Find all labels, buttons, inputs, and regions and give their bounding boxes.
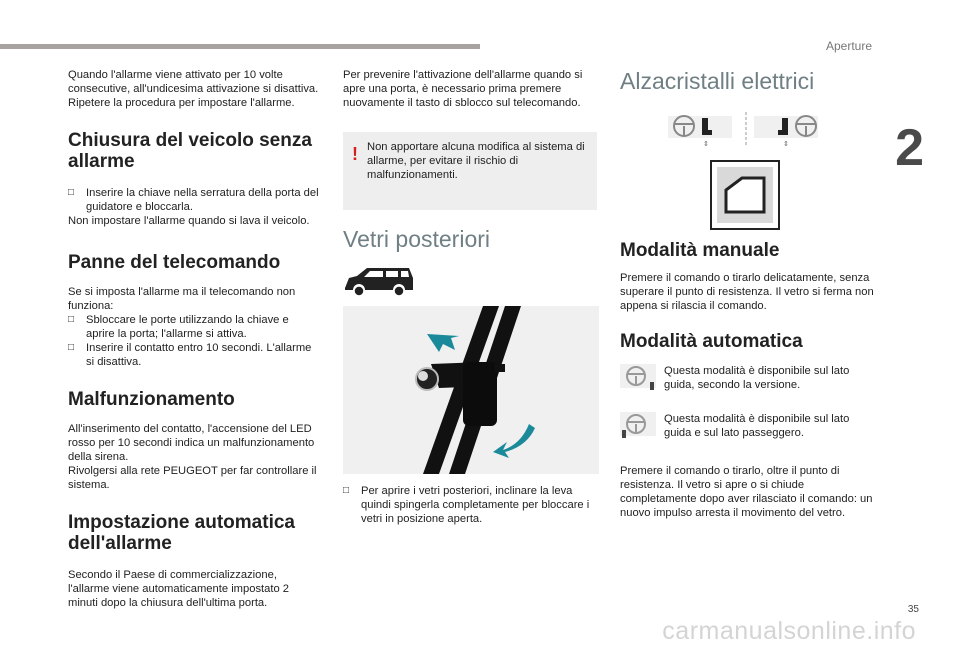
rear-window-lever-illustration xyxy=(343,306,599,474)
paragraph: Secondo il Paese di commercializzazione, l'allarme viene automaticamente impostato 2 minuti dopo la chiusura dell'ultima porta. xyxy=(68,569,290,609)
heading-remote-failure: Panne del telecomando xyxy=(68,252,281,273)
column-middle xyxy=(343,68,599,526)
heading-auto-mode: Modalità automatica xyxy=(620,331,803,352)
heading-rear-windows: Vetri posteriori xyxy=(343,226,491,252)
list-item: □ Inserire la chiave nella serratura della porta del guidatore e bloccarla. xyxy=(68,187,319,213)
steering-wheel-diagram xyxy=(620,112,876,152)
svg-text:⇕: ⇕ xyxy=(703,141,709,148)
chapter-number: 2 xyxy=(895,119,924,177)
column-right xyxy=(620,68,876,520)
van-silhouette-icon xyxy=(343,264,423,298)
intro-text: Per prevenire l'attivazione dell'allarme quando si apre una porta, è necessario prima premere nuovamente il tasto di sblocco sul telecomando. xyxy=(343,69,583,109)
list-item: □ Per aprire i vetri posteriori, inclinare la leva quindi spingerla completamente per bloccare i vetri in posizione aperta. xyxy=(343,485,590,525)
paragraph: All'inserimento del contatto, l'accensione del LED rosso per 10 secondi indica un malfunzionamento della sirena. xyxy=(68,423,315,463)
paragraph: Premere il comando o tirarlo, oltre il punto di resistenza. Il vetro si apre o si chiude completamente dopo aver rilasciato il comando: un nuovo impulso arresta il movimento del vetro. xyxy=(620,465,873,519)
checkbox-bullet-icon: □ xyxy=(68,342,75,353)
warning-text: Non apportare alcuna modifica al sistema di allarme, per evitare il rischio di malfunzionamenti. xyxy=(367,141,585,181)
checkbox-bullet-icon: □ xyxy=(343,485,350,496)
exclamation-icon: ! xyxy=(352,144,358,164)
heading-power-windows: Alzacristalli elettrici xyxy=(620,68,815,94)
note-driver xyxy=(620,364,876,392)
intro-text: Quando l'allarme viene attivato per 10 volte consecutive, all'undicesima attivazione si disattiva. Ripetere la procedura per impostare l'allarme. xyxy=(68,69,319,109)
svg-text:⇕: ⇕ xyxy=(783,141,789,148)
paragraph: Non impostare l'allarme quando si lava il veicolo. xyxy=(68,215,310,227)
header-bar xyxy=(0,44,480,49)
note-text: Questa modalità è disponibile sul lato guida, secondo la versione. xyxy=(664,365,850,391)
paragraph: Se si imposta l'allarme ma il telecomando non funziona: xyxy=(68,286,296,312)
paragraph: Premere il comando o tirarlo delicatamente, senza superare il punto di resistenza. Il vetro si ferma non appena si rilascia il comando. xyxy=(620,272,874,312)
column-left xyxy=(68,68,320,610)
note-text: Questa modalità è disponibile sul lato guida e sul lato passeggero. xyxy=(664,413,850,439)
checkbox-bullet-icon: □ xyxy=(68,187,75,198)
heading-no-alarm: Chiusura del veicolo senza allarme xyxy=(68,130,312,172)
checkbox-bullet-icon: □ xyxy=(68,314,75,325)
list-item: □ Sbloccare le porte utilizzando la chiave e aprire la porta; l'allarme si attiva. xyxy=(68,314,289,340)
warning-box xyxy=(343,132,597,210)
heading-malfunction: Malfunzionamento xyxy=(68,389,235,410)
watermark: carmanualsonline.info xyxy=(662,617,916,645)
steering-wheel-icon xyxy=(620,412,656,442)
window-switch-icon xyxy=(710,160,780,230)
heading-manual-mode: Modalità manuale xyxy=(620,240,780,261)
note-both-sides xyxy=(620,412,876,440)
steering-wheel-icon xyxy=(620,364,656,394)
page-number: 35 xyxy=(907,604,919,615)
paragraph: Rivolgersi alla rete PEUGEOT per far controllare il sistema. xyxy=(68,465,317,491)
heading-auto-alarm: Impostazione automatica dell'allarme xyxy=(68,512,295,554)
section-name: Aperture xyxy=(825,39,872,53)
list-item: □ Inserire il contatto entro 10 secondi. L'allarme si disattiva. xyxy=(68,342,312,368)
